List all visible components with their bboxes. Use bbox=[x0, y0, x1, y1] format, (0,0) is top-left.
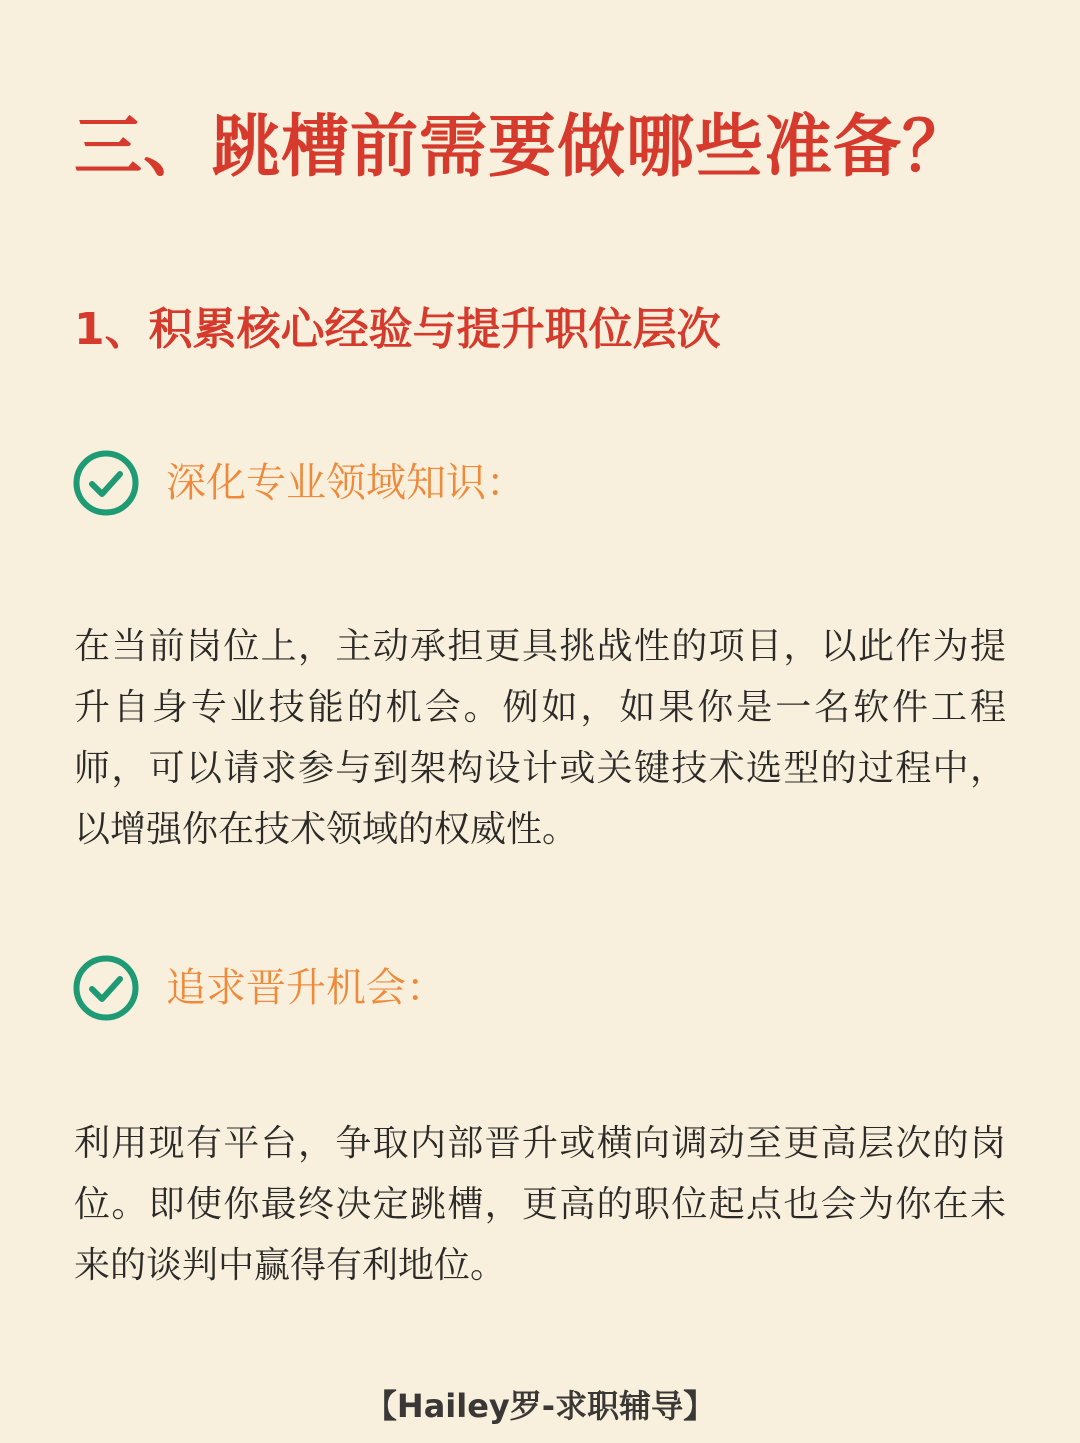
point-label-1: 深化专业领域知识： bbox=[166, 460, 526, 506]
point-paragraph-2: 利用现有平台，争取内部晋升或横向调动至更高层次的岗位。即使你最终决定跳槽，更高的职位起点也会为你在未来的谈判中赢得有利地位。 bbox=[74, 1123, 1006, 1286]
point-heading-2 bbox=[72, 953, 446, 1023]
check-circle-icon bbox=[72, 449, 140, 517]
section-title: 1、积累核心经验与提升职位层次 bbox=[74, 304, 721, 355]
point-heading-1 bbox=[72, 448, 526, 518]
footer-signature: 【Hailey罗-求职辅导】 bbox=[364, 1387, 716, 1425]
check-circle-icon bbox=[72, 954, 140, 1022]
point-label-2: 追求晋升机会： bbox=[166, 965, 446, 1011]
page-title: 三、跳槽前需要做哪些准备？ bbox=[74, 108, 972, 187]
point-paragraph-1: 在当前岗位上，主动承担更具挑战性的项目，以此作为提升自身专业技能的机会。例如，如果你是一名软件工程师，可以请求参与到架构设计或关键技术选型的过程中，以增强你在技术领域的权威性。 bbox=[74, 626, 1006, 850]
